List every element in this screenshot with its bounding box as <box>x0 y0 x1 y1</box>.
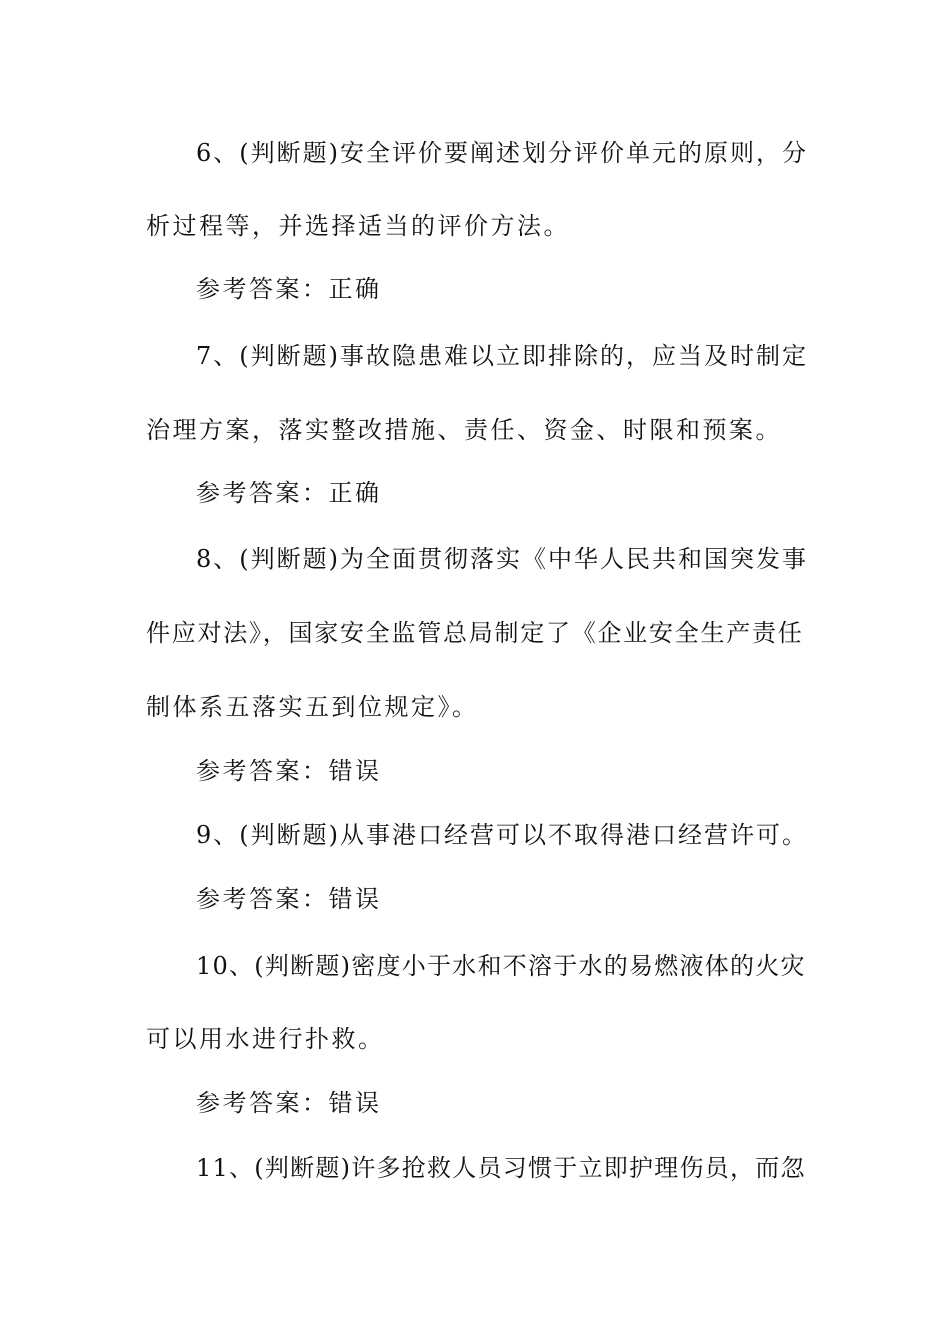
question-6-line-1: 6、(判断题)安全评价要阐述划分评价单元的原则，分 <box>196 139 808 167</box>
question-7-line-1: 7、(判断题)事故隐患难以立即排除的，应当及时制定 <box>196 342 808 370</box>
question-7-answer: 参考答案：正确 <box>196 479 382 507</box>
question-6-answer: 参考答案：正确 <box>196 275 382 303</box>
question-10-line-2: 可以用水进行扑救。 <box>146 1025 385 1053</box>
question-9-line-1: 9、(判断题)从事港口经营可以不取得港口经营许可。 <box>196 821 808 849</box>
question-8-answer: 参考答案：错误 <box>196 757 382 785</box>
question-8-line-3: 制体系五落实五到位规定》。 <box>146 693 479 721</box>
question-8-line-2: 件应对法》，国家安全监管总局制定了《企业安全生产责任 <box>146 619 804 647</box>
question-10-line-1: 10、(判断题)密度小于水和不溶于水的易燃液体的火灾 <box>196 952 806 980</box>
question-11-line-1: 11、(判断题)许多抢救人员习惯于立即护理伤员，而忽 <box>196 1154 806 1182</box>
question-8-line-1: 8、(判断题)为全面贯彻落实《中华人民共和国突发事 <box>196 545 808 573</box>
question-6-line-2: 析过程等，并选择适当的评价方法。 <box>146 212 570 240</box>
question-9-answer: 参考答案：错误 <box>196 885 382 913</box>
question-7-line-2: 治理方案，落实整改措施、责任、资金、时限和预案。 <box>146 416 782 444</box>
question-10-answer: 参考答案：错误 <box>196 1089 382 1117</box>
